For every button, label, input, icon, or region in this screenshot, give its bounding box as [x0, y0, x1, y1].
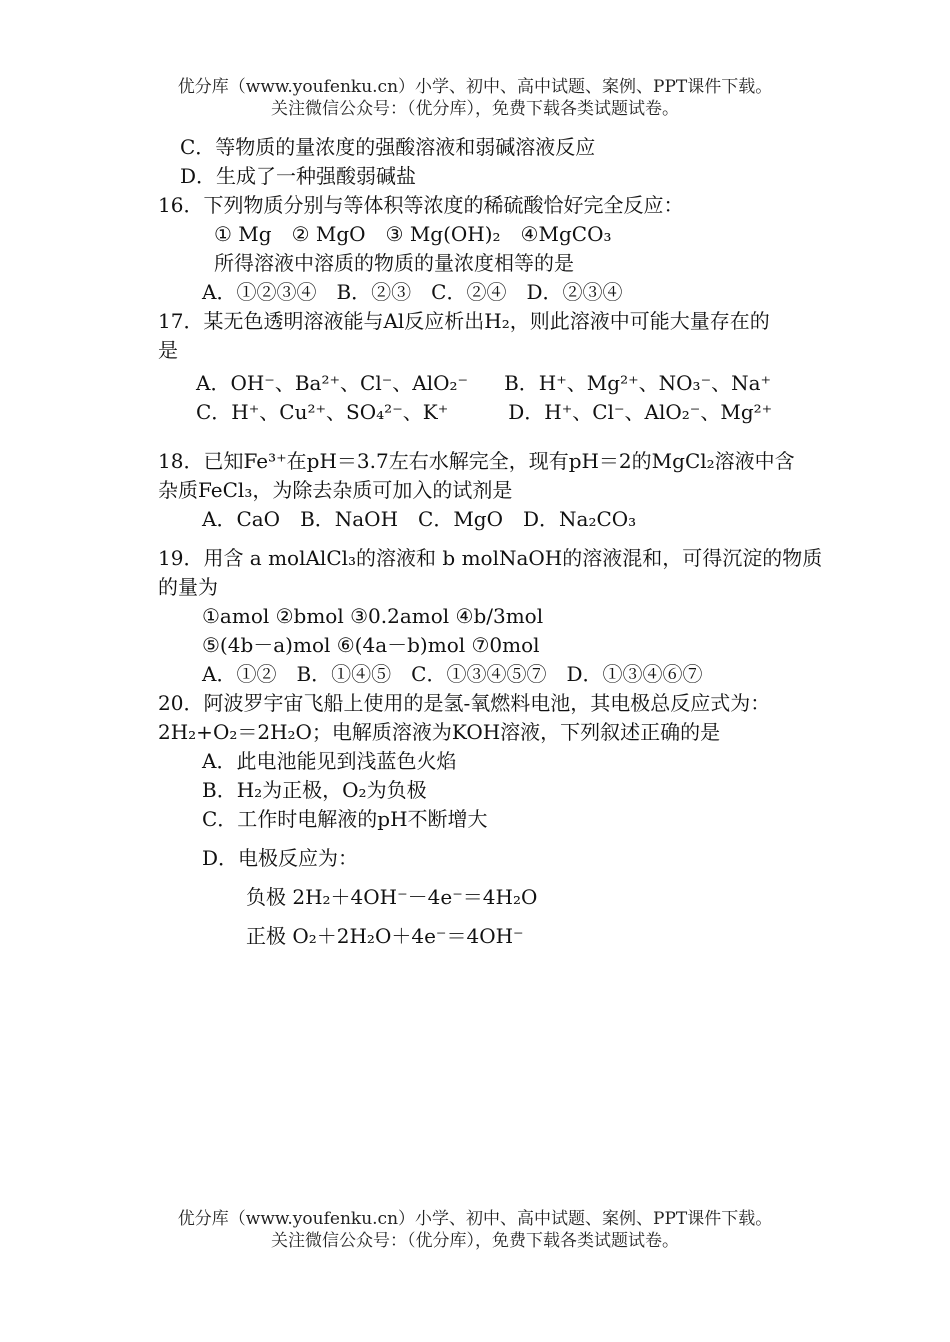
q16-options: A．①②③④ B．②③ C．②④ D．②③④ [202, 280, 623, 304]
q17-option-a: A．OH⁻、Ba²⁺、Cl⁻、AlO₂⁻ [196, 371, 469, 395]
header-line-1: 优分库（www.youfenku.cn）小学、初中、高中试题、案例、PPT课件下载。 [177, 77, 773, 97]
q15-option-c: C．等物质的量浓度的强酸溶液和弱碱溶液反应 [180, 135, 596, 159]
q17-option-c: C．H⁺、Cu²⁺、SO₄²⁻、K⁺ [196, 400, 449, 424]
q16-items: ① Mg ② MgO ③ Mg(OH)₂ ④MgCO₃ [214, 222, 612, 246]
q19-stem-line-2: 的量为 [158, 575, 218, 599]
q19-items-row-2: ⑤(4b－a)mol ⑥(4a－b)mol ⑦0mol [202, 633, 540, 657]
q16-subquestion: 所得溶液中溶质的物质的量浓度相等的是 [214, 251, 574, 275]
q20-stem-line-1: 20．阿波罗宇宙飞船上使用的是氢-氧燃料电池，其电极总反应式为： [158, 691, 771, 715]
q17-option-d: D．H⁺、Cl⁻、AlO₂⁻、Mg²⁺ [508, 400, 773, 424]
q16-stem: 16．下列物质分别与等体积等浓度的稀硫酸恰好完全反应： [158, 193, 684, 217]
q20-option-b: B．H₂为正极，O₂为负极 [202, 778, 427, 802]
q15-option-d: D．生成了一种强酸弱碱盐 [180, 164, 417, 188]
q19-stem-line-1: 19．用含 a molAlCl₃的溶液和 b molNaOH的溶液混和，可得沉淀的物质 [158, 546, 823, 570]
footer-line-1: 优分库（www.youfenku.cn）小学、初中、高中试题、案例、PPT课件下载。 [177, 1209, 773, 1229]
q20-option-a: A．此电池能见到浅蓝色火焰 [202, 749, 457, 773]
q20-negative-electrode: 负极 2H₂＋4OH⁻－4e⁻＝4H₂O [246, 885, 538, 909]
q17-options-row-2 [158, 398, 858, 427]
q18-options: A．CaO B．NaOH C．MgO D．Na₂CO₃ [202, 507, 637, 531]
q17-options-row-1 [158, 369, 858, 398]
q20-positive-electrode: 正极 O₂＋2H₂O＋4e⁻＝4OH⁻ [246, 924, 524, 948]
q17-stem-line-2: 是 [158, 338, 178, 362]
exam-content [158, 133, 858, 951]
q19-options: A．①② B．①④⑤ C．①③④⑤⑦ D．①③④⑥⑦ [202, 662, 703, 686]
q20-stem-line-2: 2H₂+O₂＝2H₂O；电解质溶液为KOH溶液，下列叙述正确的是 [158, 720, 721, 744]
q19-items-row-1: ①amol ②bmol ③0.2amol ④b/3mol [202, 604, 544, 628]
page-header [0, 76, 950, 120]
q20-option-d: D．电极反应为： [202, 846, 359, 870]
footer-line-2: 关注微信公众号：（优分库），免费下载各类试题试卷。 [271, 1231, 679, 1251]
q20-option-c: C．工作时电解液的pH不断增大 [202, 807, 488, 831]
page-footer [0, 1208, 950, 1252]
header-line-2: 关注微信公众号：（优分库），免费下载各类试题试卷。 [271, 99, 679, 119]
q17-stem-line-1: 17．某无色透明溶液能与Al反应析出H₂，则此溶液中可能大量存在的 [158, 309, 770, 333]
q17-option-b: B．H⁺、Mg²⁺、NO₃⁻、Na⁺ [504, 371, 772, 395]
q18-stem-line-1: 18．已知Fe³⁺在pH＝3.7左右水解完全，现有pH＝2的MgCl₂溶液中含 [158, 449, 795, 473]
q18-stem-line-2: 杂质FeCl₃，为除去杂质可加入的试剂是 [158, 478, 513, 502]
